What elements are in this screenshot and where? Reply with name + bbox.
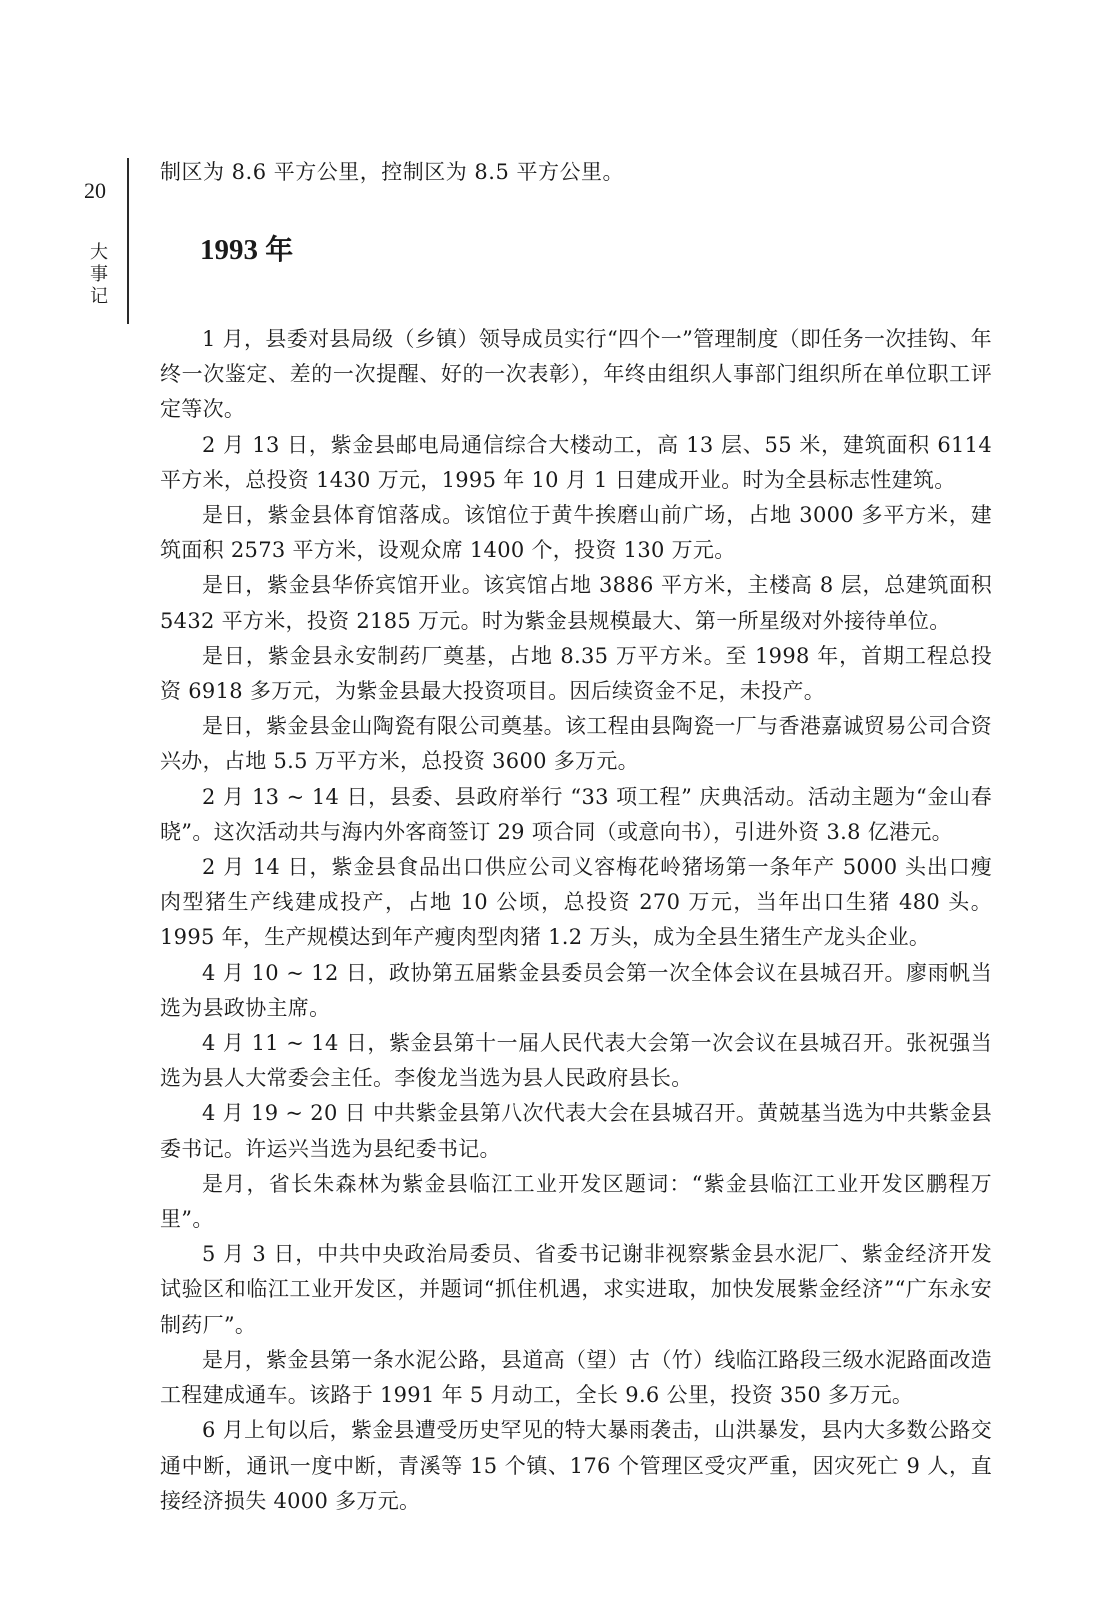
year-number: 1993 [200,234,258,266]
chronicle-entry: 1 月，县委对县局级（乡镇）领导成员实行“四个一”管理制度（即任务一次挂钩、年终一次鉴定、差的一次提醒、好的一次表彰），年终由组织人事部门组织所在单位职工评定等次。 [160,327,992,422]
chronicle-entry: 4 月 10 ~ 12 日，政协第五届紫金县委员会第一次全体会议在县城召开。廖雨帆当选为县政协主席。 [160,960,992,1020]
chronicle-entry: 5 月 3 日，中共中央政治局委员、省委书记谢非视察紫金县水泥厂、紫金经济开发试验区和临江工业开发区，并题词“抓住机遇，求实进取，加快发展紫金经济”“广东永安制药厂”。 [160,1242,992,1337]
chronicle-entry: 是日，紫金县华侨宾馆开业。该宾馆占地 3886 平方米，主楼高 8 层，总建筑面积 5432 平方米，投资 2185 万元。时为紫金县规模最大、第一所星级对外接待单位。 [160,573,992,633]
chronicle-entry: 4 月 11 ~ 14 日，紫金县第十一届人民代表大会第一次会议在县城召开。张祝强当选为县人大常委会主任。李俊龙当选为县人民政府县长。 [160,1031,992,1091]
chronicle-entries [160,322,992,1519]
chronicle-entry: 是月，省长朱森林为紫金县临江工业开发区题词：“紫金县临江工业开发区鹏程万里”。 [160,1171,992,1232]
page-content [160,154,992,1519]
chronicle-entry: 是月，紫金县第一条水泥公路，县道高（望）古（竹）线临江路段三级水泥路面改造工程建成通车。该路于 1991 年 5 月动工，全长 9.6 公里，投资 350 多万元。 [160,1347,992,1408]
continued-paragraph: 制区为 8.6 平方公里，控制区为 8.5 平方公里。 [160,160,624,184]
margin-rule [127,158,129,324]
chronicle-entry: 2 月 13 日，紫金县邮电局通信综合大楼动工，高 13 层、55 米，建筑面积 6114 平方米，总投资 1430 万元，1995 年 10 月 1 日建成开业。时为全县标志性建筑。 [160,432,992,492]
chronicle-entry: 6 月上旬以后，紫金县遭受历史罕见的特大暴雨袭击，山洪暴发，县内大多数公路交通中断，通讯一度中断，青溪等 15 个镇、176 个管理区受灾严重，因灾死亡 9 人，直接经济损失 4000 多万元。 [160,1418,992,1513]
year-heading [200,230,992,270]
chronicle-entry: 是日，紫金县体育馆落成。该馆位于黄牛挨磨山前广场，占地 3000 多平方米，建筑面积 2573 平方米，设观众席 1400 个，投资 130 万元。 [160,503,992,563]
chronicle-entry: 2 月 14 日，紫金县食品出口供应公司义容梅花岭猪场第一条年产 5000 头出口瘦肉型猪生产线建成投产，占地 10 公顷，总投资 270 万元，当年出口生猪 480 头。1995 年，生产规模达到年产瘦肉型肉猪 1.2 万头，成为全县生猪生产龙头企业。 [160,855,992,950]
chronicle-entry: 是日，紫金县金山陶瓷有限公司奠基。该工程由县陶瓷一厂与香港嘉诚贸易公司合资兴办，占地 5.5 万平方米，总投资 3600 多万元。 [160,714,992,774]
chronicle-entry: 2 月 13 ~ 14 日，县委、县政府举行 “33 项工程” 庆典活动。活动主题为“金山春晓”。这次活动共与海内外客商签订 29 项合同（或意向书），引进外资 3.8 亿港元。 [160,784,992,844]
year-suffix: 年 [265,233,294,266]
chronicle-entry: 4 月 19 ~ 20 日 中共紫金县第八次代表大会在县城召开。黄兢基当选为中共紫金县委书记。许运兴当选为县纪委书记。 [160,1101,992,1161]
section-side-label: 大事记 [90,242,108,307]
chronicle-entry: 是日，紫金县永安制药厂奠基，占地 8.35 万平方米。至 1998 年，首期工程总投资 6918 多万元，为紫金县最大投资项目。因后续资金不足，未投产。 [160,643,992,704]
page-number: 20 [84,178,106,203]
